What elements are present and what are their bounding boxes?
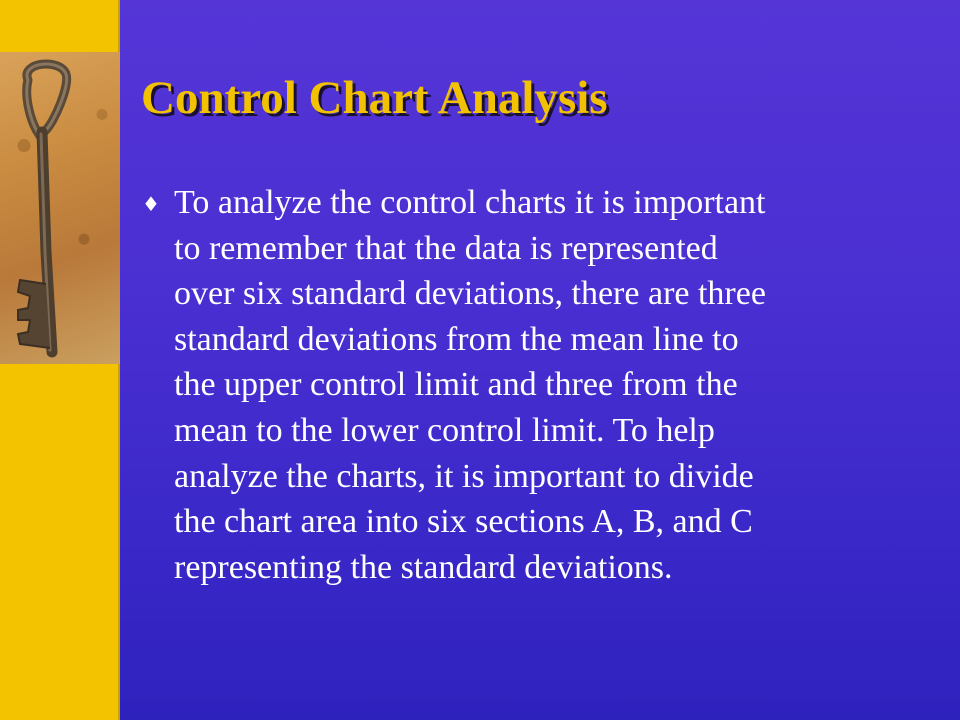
bullet-list bbox=[142, 180, 942, 590]
bullet-line-1: To analyze the control charts it is important bbox=[174, 184, 766, 221]
key-photo bbox=[0, 52, 120, 364]
bullet-item bbox=[142, 180, 942, 590]
slide-title: Control Chart Analysis bbox=[141, 72, 608, 124]
diamond-bullet-icon: ♦ bbox=[142, 192, 160, 216]
bullet-line-6: mean to the lower control limit. To help bbox=[174, 411, 715, 449]
bullet-line-7: analyze the charts, it is important to divide bbox=[174, 457, 754, 495]
key-icon bbox=[0, 52, 120, 364]
bullet-line-5: the upper control limit and three from the bbox=[174, 366, 738, 404]
bullet-line-2: to remember that the data is represented bbox=[174, 229, 718, 267]
bullet-line-4: standard deviations from the mean line to bbox=[174, 320, 739, 358]
bullet-line-3: over six standard deviations, there are three bbox=[174, 275, 766, 313]
bullet-line-9: representing the standard deviations. bbox=[174, 548, 673, 586]
bullet-line-8: the chart area into six sections A, B, and C bbox=[174, 503, 753, 541]
